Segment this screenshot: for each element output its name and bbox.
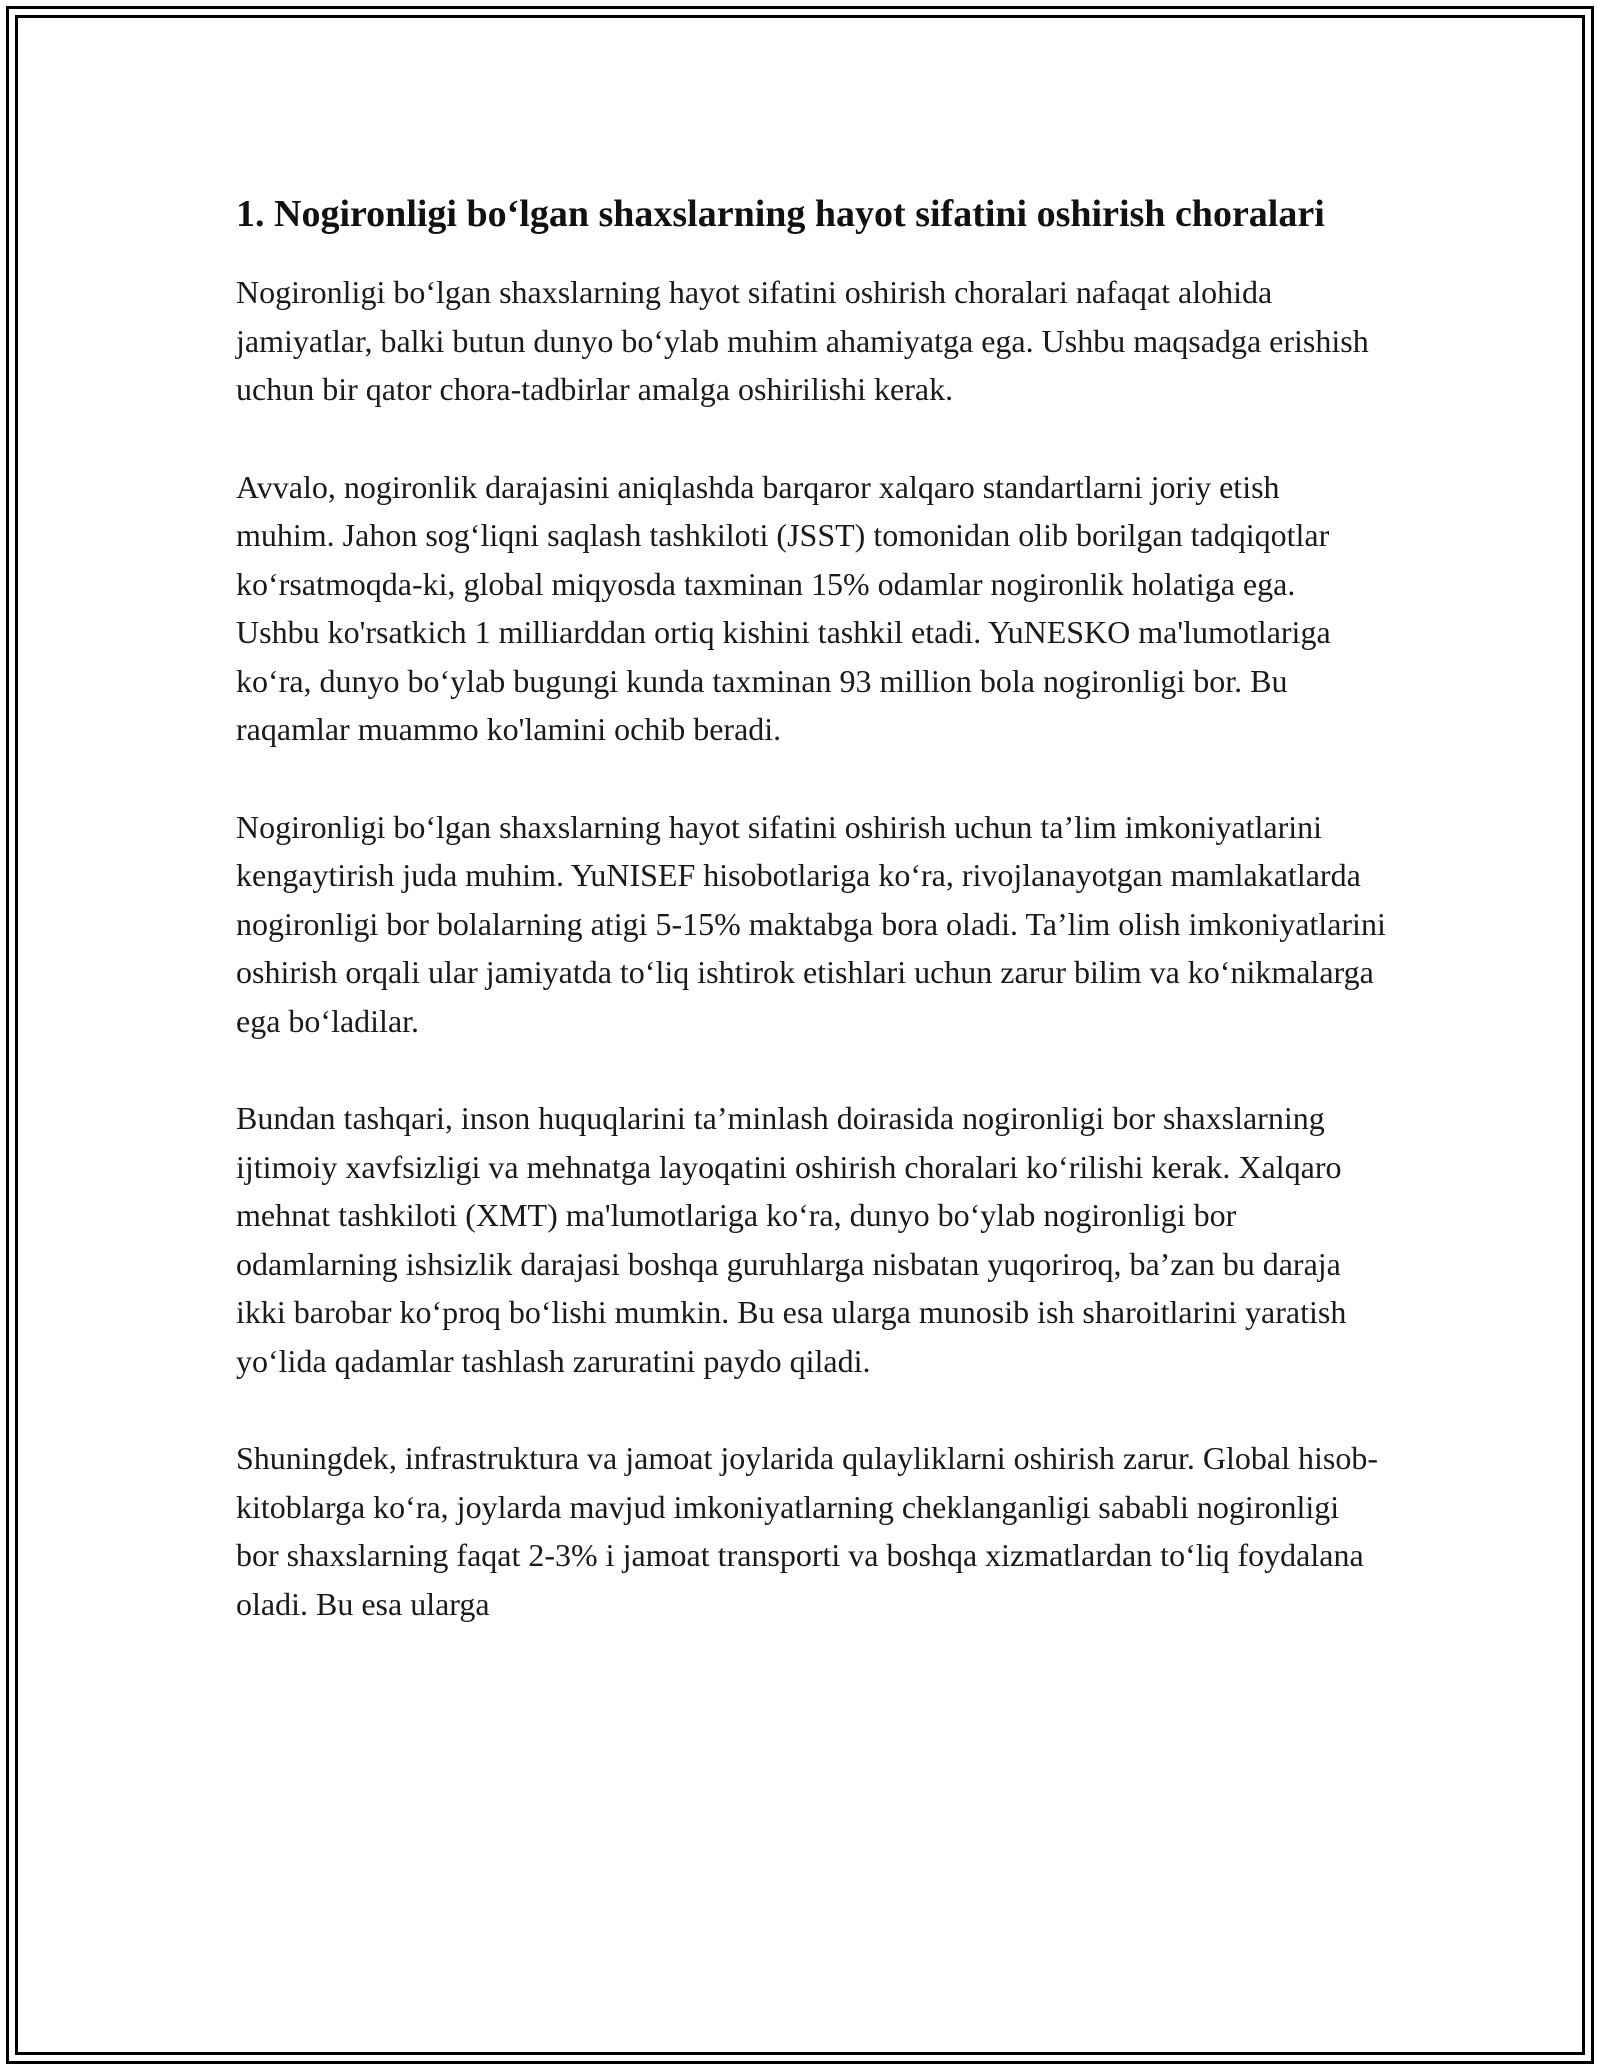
section-title: 1. Nogironligi bo‘lgan shaxslarning hayot sifatini oshirish choralari	[236, 193, 1325, 235]
paragraph-standards: Avvalo, nogironlik darajasini aniqlashda barqaror xalqaro standartlarni joriy etish muhim. Jahon sog‘liqni saqlash tashkiloti (JSST) tomonidan olib borilgan tadqiqotlar ko‘rsatmoqda-ki, global miqyosda taxminan 15% odamlar nogironlik holatiga ega. Ushbu ko'rsatkich 1 milliarddan ortiq kishini tashkil etadi. YuNESKO ma'lumotlariga ko‘ra, dunyo bo‘ylab bugungi kunda taxminan 93 million bola nogironligi bor. Bu raqamlar muammo ko'lamini ochib beradi.	[236, 468, 1331, 747]
paragraph-intro: Nogironligi bo‘lgan shaxslarning hayot sifatini oshirish choralari nafaqat alohida jamiyatlar, balki butun dunyo bo‘ylab muhim ahamiyatga ega. Ushbu maqsadga erishish uchun bir qator chora-tadbirlar amalga oshirilishi kerak.	[236, 274, 1369, 407]
document-body	[236, 186, 1386, 1677]
paragraph-employment: Bundan tashqari, inson huquqlarini ta’minlash doirasida nogironligi bor shaxslarning ijtimoiy xavfsizligi va mehnatga layoqatini oshirish choralari ko‘rilishi kerak. Xalqaro mehnat tashkiloti (XMT) ma'lumotlariga ko‘ra, dunyo bo‘ylab nogironligi bor odamlarning ishsizlik darajasi boshqa guruhlarga nisbatan yuqoriroq, ba’zan bu daraja ikki barobar ko‘proq bo‘lishi mumkin. Bu esa ularga munosib ish sharoitlarini yaratish yo‘lida qadamlar tashlash zaruratini paydo qiladi.	[236, 1100, 1347, 1379]
paragraph-infrastructure: Shuningdek, infrastruktura va jamoat joylarida qulayliklarni oshirish zarur. Global hisob-kitoblarga ko‘ra, joylarda mavjud imkoniyatlarning cheklanganligi sababli nogironligi bor shaxslarning faqat 2-3% i jamoat transporti va boshqa xizmatlardan to‘liq foydalana oladi. Bu esa ularga	[236, 1440, 1378, 1622]
paragraph-education: Nogironligi bo‘lgan shaxslarning hayot sifatini oshirish uchun ta’lim imkoniyatlarini kengaytirish juda muhim. YuNISEF hisobotlariga ko‘ra, rivojlanayotgan mamlakatlarda nogironligi bor bolalarning atigi 5-15% maktabga bora oladi. Ta’lim olish imkoniyatlarini oshirish orqali ular jamiyatda to‘liq ishtirok etishlari uchun zarur bilim va ko‘nikmalarga ega bo‘ladilar.	[236, 808, 1386, 1039]
